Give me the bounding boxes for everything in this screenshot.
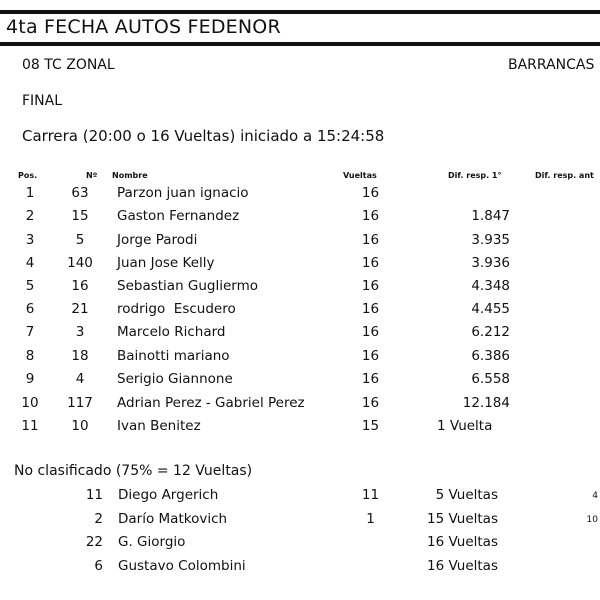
laps-cell: 11 (361, 487, 380, 503)
car-number-cell: 5 (75, 232, 85, 248)
dif-first-cell: 6.558 (471, 371, 510, 387)
dif-first-cell: 4.348 (471, 278, 510, 294)
table-row (0, 395, 600, 417)
driver-name-cell: Parzon juan ignacio (117, 185, 249, 201)
driver-name-cell: Sebastian Gugliermo (117, 278, 259, 294)
laps-cell: 16 (361, 278, 380, 294)
col-dif-prev-header: Dif. resp. ant (535, 171, 594, 180)
not-classified-label: No clasificado (75% = 12 Vueltas) (14, 463, 253, 479)
dif-first-cell: 12.184 (462, 395, 510, 411)
dif-first-cell: 1 Vuelta (437, 418, 493, 434)
dif-first-cell: 3.936 (471, 255, 510, 271)
table-row (0, 487, 600, 509)
laps-cell: 16 (361, 255, 380, 271)
driver-name-cell: Adrian Perez - Gabriel Perez (117, 395, 305, 411)
col-num-header: Nº (86, 171, 98, 180)
dif-first-cell: 3.935 (471, 232, 510, 248)
table-row (0, 301, 600, 323)
laps-cell: 16 (361, 324, 380, 340)
car-number-cell: 22 (85, 534, 103, 550)
car-number-cell: 21 (71, 301, 89, 317)
location-label: BARRANCAS (508, 57, 595, 73)
pos-cell: 6 (25, 301, 35, 317)
driver-name-cell: Ivan Benitez (117, 418, 201, 434)
col-pos-header: Pos. (18, 171, 38, 180)
pos-cell: 3 (25, 232, 35, 248)
table-row (0, 232, 600, 254)
pos-cell: 5 (25, 278, 35, 294)
table-row (0, 558, 600, 580)
dif-first-cell: 15 Vueltas (426, 511, 498, 527)
laps-cell: 1 (366, 511, 375, 527)
race-info: Carrera (20:00 o 16 Vueltas) iniciado a 15:24:58 (22, 127, 385, 145)
dif-prev-cell: 4 (592, 491, 598, 501)
category-label: 08 TC ZONAL (22, 57, 115, 73)
pos-cell: 8 (25, 348, 35, 364)
car-number-cell: 16 (71, 278, 89, 294)
dif-first-cell: 5 Vueltas (435, 487, 498, 503)
col-laps-header: Vueltas (343, 171, 377, 180)
event-title: 4ta FECHA AUTOS FEDENOR (6, 16, 281, 38)
laps-cell: 16 (361, 371, 380, 387)
col-name-header: Nombre (112, 171, 148, 180)
car-number-cell: 63 (71, 185, 89, 201)
table-row (0, 255, 600, 277)
dif-first-cell: 4.455 (471, 301, 510, 317)
car-number-cell: 4 (75, 371, 85, 387)
car-number-cell: 140 (67, 255, 93, 271)
driver-name-cell: Marcelo Richard (117, 324, 226, 340)
laps-cell: 16 (361, 301, 380, 317)
driver-name-cell: G. Giorgio (118, 534, 186, 550)
driver-name-cell: Gaston Fernandez (117, 208, 240, 224)
car-number-cell: 6 (94, 558, 103, 574)
table-row (0, 278, 600, 300)
pos-cell: 10 (21, 395, 39, 411)
laps-cell: 16 (361, 185, 380, 201)
pos-cell: 1 (25, 185, 35, 201)
pos-cell: 7 (25, 324, 35, 340)
table-row (0, 511, 600, 533)
car-number-cell: 11 (85, 487, 103, 503)
laps-cell: 16 (361, 395, 380, 411)
header-top-rule (0, 10, 600, 14)
laps-cell: 15 (361, 418, 380, 434)
driver-name-cell: Serigio Giannone (117, 371, 233, 387)
driver-name-cell: Jorge Parodi (117, 232, 198, 248)
pos-cell: 2 (25, 208, 35, 224)
driver-name-cell: Diego Argerich (118, 487, 219, 503)
laps-cell: 16 (361, 348, 380, 364)
car-number-cell: 3 (75, 324, 85, 340)
car-number-cell: 117 (67, 395, 93, 411)
table-row (0, 418, 600, 440)
car-number-cell: 18 (71, 348, 89, 364)
pos-cell: 9 (25, 371, 35, 387)
car-number-cell: 15 (71, 208, 89, 224)
dif-first-cell: 16 Vueltas (426, 558, 498, 574)
table-row (0, 185, 600, 207)
car-number-cell: 10 (71, 418, 89, 434)
car-number-cell: 2 (94, 511, 103, 527)
driver-name-cell: Juan Jose Kelly (117, 255, 215, 271)
dif-first-cell: 16 Vueltas (426, 534, 498, 550)
driver-name-cell: Gustavo Colombini (118, 558, 246, 574)
table-row (0, 208, 600, 230)
dif-first-cell: 6.386 (471, 348, 510, 364)
driver-name-cell: rodrigo Escudero (117, 301, 236, 317)
table-row (0, 371, 600, 393)
session-label: FINAL (22, 93, 63, 109)
laps-cell: 16 (361, 232, 380, 248)
table-row (0, 324, 600, 346)
dif-first-cell: 1.847 (471, 208, 510, 224)
laps-cell: 16 (361, 208, 380, 224)
header-bottom-rule (0, 42, 600, 46)
dif-first-cell: 6.212 (471, 324, 510, 340)
table-row (0, 348, 600, 370)
dif-prev-cell: 10 (586, 515, 598, 525)
table-row (0, 534, 600, 556)
col-dif-first-header: Dif. resp. 1° (448, 171, 502, 180)
driver-name-cell: Darío Matkovich (118, 511, 228, 527)
pos-cell: 4 (25, 255, 35, 271)
driver-name-cell: Bainotti mariano (117, 348, 230, 364)
pos-cell: 11 (21, 418, 39, 434)
